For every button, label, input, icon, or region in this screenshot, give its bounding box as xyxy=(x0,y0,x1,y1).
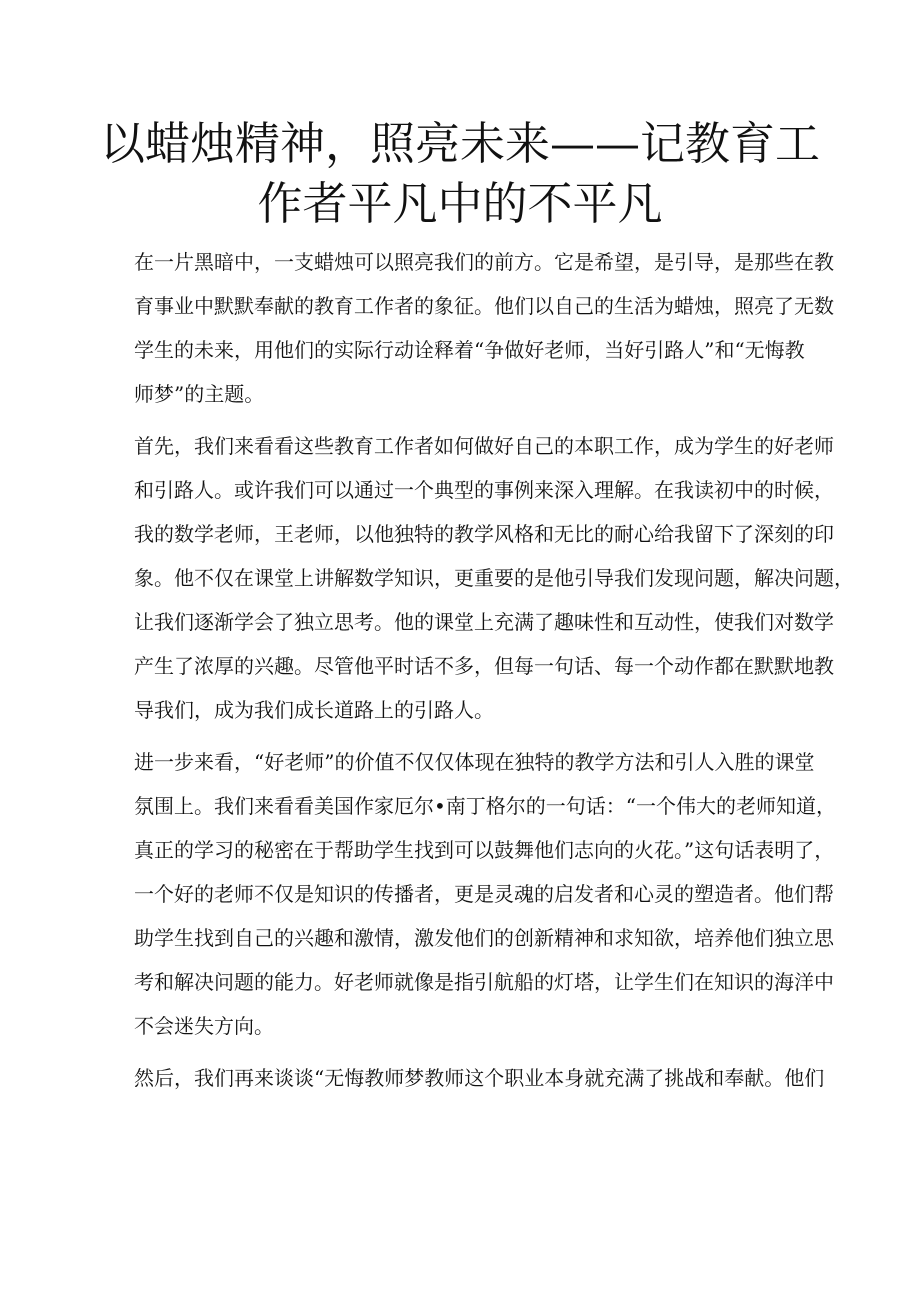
paragraph-1 xyxy=(134,240,834,416)
text-line: 和引路人。或许我们可以通过一个典型的事例来深入理解。在我读初中的时候， xyxy=(134,478,834,502)
text-line: 师梦”的主题。 xyxy=(134,382,265,406)
text-line: 我的数学老师，王老师，以他独特的教学风格和无比的耐心给我留下了深刻的印 xyxy=(134,522,834,546)
paragraph-2 xyxy=(134,424,854,732)
text-line: 育事业中默默奉献的教育工作者的象征。他们以自己的生活为蜡烛，照亮了无数 xyxy=(134,294,834,318)
document-body xyxy=(134,240,854,1100)
document-title xyxy=(60,114,860,234)
text-line: 学生的未来，用他们的实际行动诠释着“争做好老师，当好引路人”和“无悔教 xyxy=(134,338,805,362)
title-line: 作者平凡中的不平凡 xyxy=(257,177,663,230)
text-line: 首先，我们来看看这些教育工作者如何做好自己的本职工作，成为学生的好老师 xyxy=(134,434,834,458)
text-line: 在一片黑暗中，一支蜡烛可以照亮我们的前方。它是希望，是引导，是那些在教 xyxy=(134,250,834,274)
paragraph-4 xyxy=(134,1056,825,1100)
text-line: 不会迷失方向。 xyxy=(134,1014,274,1038)
text-line: 助学生找到自己的兴趣和激情，激发他们的创新精神和求知欲，培养他们独立思 xyxy=(134,926,834,950)
paragraph-3 xyxy=(134,740,837,1048)
text-line: 然后，我们再来谈谈“无悔教师梦教师这个职业本身就充满了挑战和奉献。他们 xyxy=(134,1066,825,1090)
text-line: 让我们逐渐学会了独立思考。他的课堂上充满了趣味性和互动性，使我们对数学 xyxy=(134,610,834,634)
title-line: 以蜡烛精神，照亮未来——记教育工 xyxy=(99,117,820,170)
text-line: 真正的学习的秘密在于帮助学生找到可以鼓舞他们志向的火花。”这句话表明了， xyxy=(134,838,835,862)
text-line: 导我们，成为我们成长道路上的引路人。 xyxy=(134,698,494,722)
text-line: 考和解决问题的能力。好老师就像是指引航船的灯塔，让学生们在知识的海洋中 xyxy=(134,970,834,994)
text-line: 氛围上。我们来看看美国作家厄尔•南丁格尔的一句话：“一个伟大的老师知道， xyxy=(134,794,837,818)
text-line: 产生了浓厚的兴趣。尽管他平时话不多，但每一句话、每一个动作都在默默地教 xyxy=(134,654,834,678)
text-line: 进一步来看，“好老师”的价值不仅仅体现在独特的教学方法和引人入胜的课堂 xyxy=(134,750,815,774)
text-line: 一个好的老师不仅是知识的传播者，更是灵魂的启发者和心灵的塑造者。他们帮 xyxy=(134,882,834,906)
text-line: 象。他不仅在课堂上讲解数学知识，更重要的是他引导我们发现问题，解决问题， xyxy=(134,566,854,590)
